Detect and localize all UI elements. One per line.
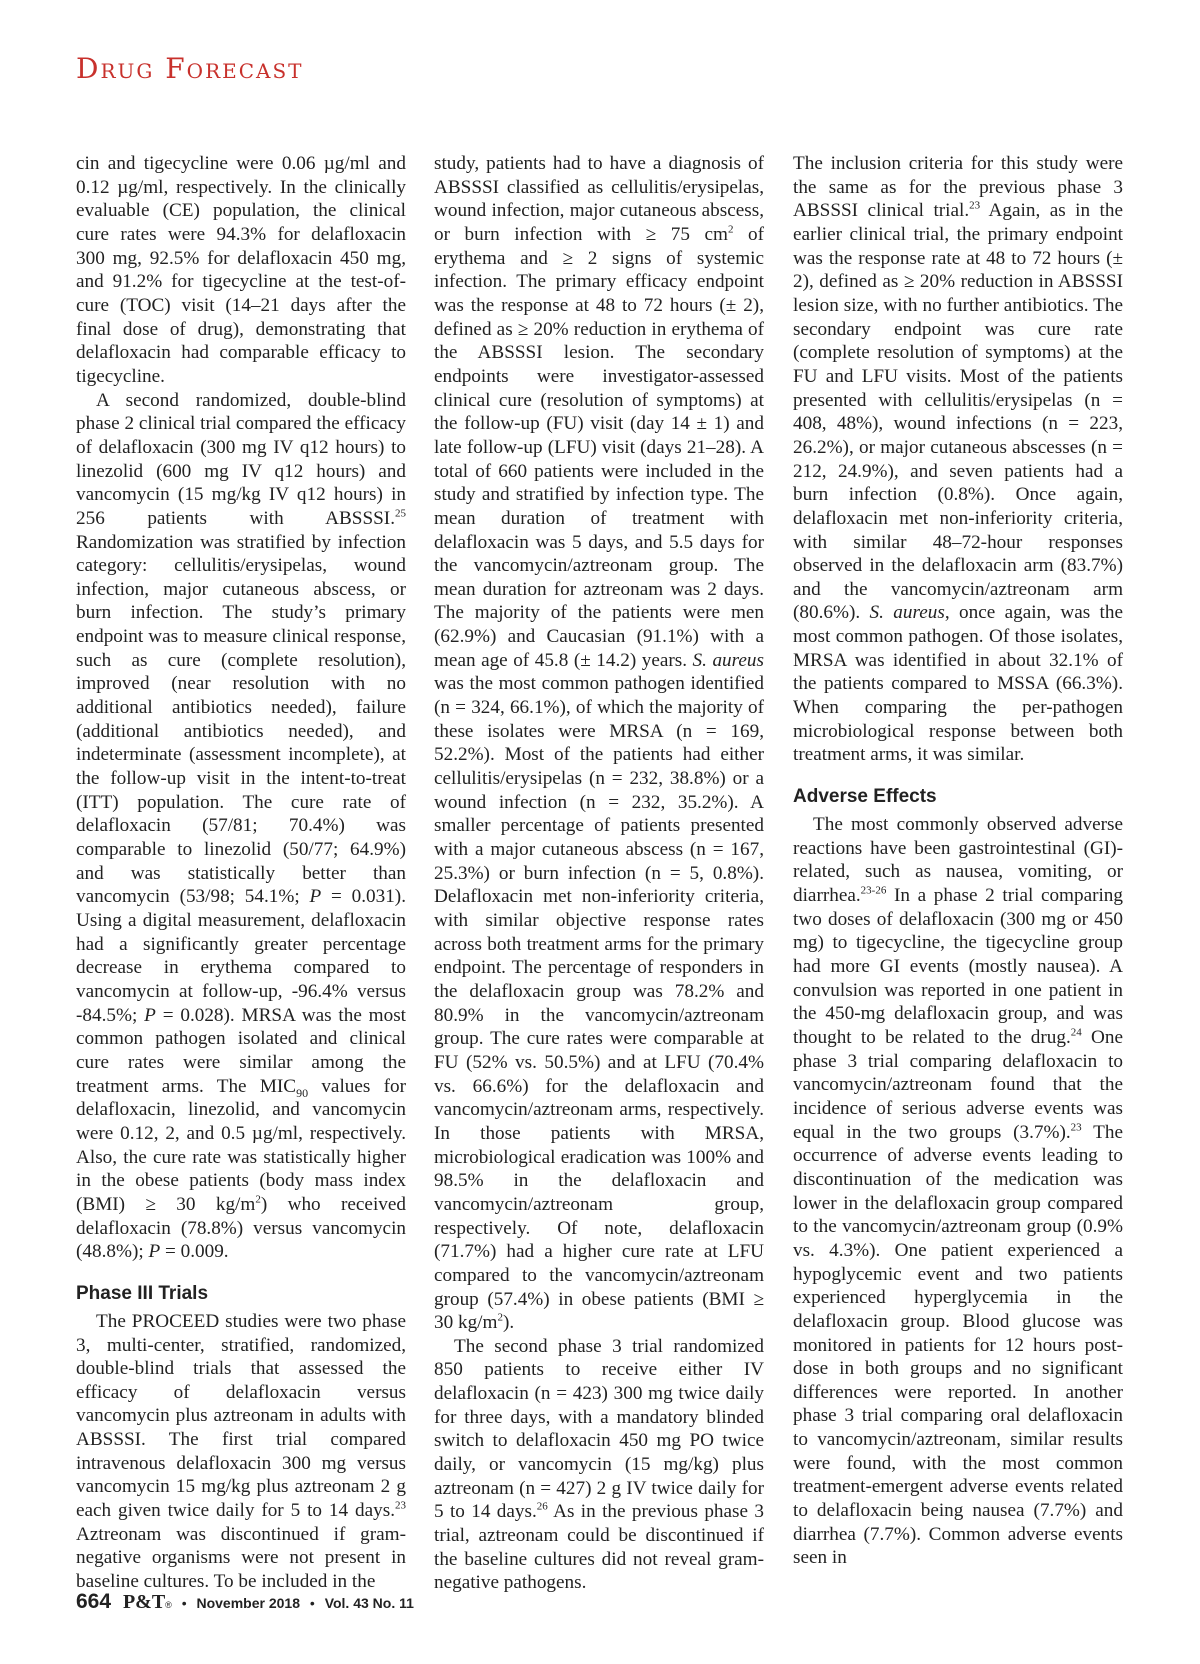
paragraph: The inclusion criteria for this study were the same as for the previous phase 3 ABSSSI clinical trial.$^{23}$ Again, as in the earlier clinical trial, the primary endpoint was the response rate at 48 to 72 hours (± 2), defined as ≥ 20% reduction in ABSSSI lesion size, with no further antibiotics. The secondary endpoint was cure rate (complete resolution of symptoms) at the FU and LFU visits. Most of the patients presented with cellulitis/erysipelas (n = 408, 48%), wound infections (n = 223, 26.2%), or major cutaneous abscesses (n = 212, 24.9%), and seven patients had a burn infection (0.8%). Once again, delafloxacin met non-inferiority criteria, with similar 48–72-hour responses observed in the delafloxacin arm (83.7%) and the vancomycin/aztreonam arm (80.6%). S. aureus, once again, was the most common pathogen. Of those isolates, MRSA was identified in about 32.1% of the patients compared to MSSA (66.3%). When comparing the per-pathogen microbiological response between both treatment arms, it was similar. [793, 153, 1123, 766]
section-heading-phase-iii: Phase III Trials [76, 1282, 209, 1304]
paragraph: A second randomized, double-blind phase 2 clinical trial compared the efficacy of delafloxacin (300 mg IV q12 hours) to linezolid (600 mg IV q12 hours) and vancomycin (15 mg/kg IV q12 hours) in 256 patients with ABSSSI.$^{25}$ Randomization was stratified by infection category: cellulitis/erysipelas, wound infection, major cutaneous abscess, or burn infection. The study’s primary endpoint was to measure clinical response, such as cure (complete resolution), improved (near resolution with no additional antibiotics needed), failure (additional antibiotics needed), and indeterminate (assessment incomplete), at the follow-up visit in the intent-to-treat (ITT) population. The cure rate of delafloxacin (57/81; 70.4%) was comparable to linezolid (50/77; 64.9%) and was statistically better than vancomycin (53/98; 54.1%; P = 0.031). Using a digital measurement, delafloxacin had a significantly greater percentage decrease in erythema compared to vancomycin at follow-up, -96.4% versus -84.5%; P = 0.028). MRSA was the most common pathogen isolated and clinical cure rates were similar among the treatment arms. The $MIC_{90}$ values for delafloxacin, linezolid, and vancomycin were 0.12, 2, and 0.5 µg/ml, respectively. Also, the cure rate was statistically higher in the obese patients (body mass index (BMI) ≥ 30 $kg/m^2$) who received delafloxacin (78.8%) versus vancomycin (48.8%); P = 0.009. [76, 389, 406, 1263]
paragraph: The most commonly observed adverse reactions have been gastrointestinal (GI)-related, such as nausea, vomiting, or diarrhea.$^{23-26}$ In a phase 2 trial comparing two doses of delafloxacin (300 mg or 450 mg) to tigecycline, the tigecycline group had more GI events (mostly nausea). A convulsion was reported in one patient in the 450-mg delafloxacin group, and was thought to be related to the drug.$^{24}$ One phase 3 trial comparing delafloxacin to vancomycin/aztreonam found that the incidence of serious adverse events was equal in the two groups (3.7%).$^{23}$ The occurrence of adverse events leading to discontinuation of the medication was lower in the delafloxacin group compared to the vancomycin/aztreonam group (0.9% vs. 4.3%). One patient experienced a hypoglycemic event and two patients experienced hyperglycemia in the delafloxacin group. Blood glucose was monitored in patients for 12 hours post-dose in both groups and no significant differences were reported. In another phase 3 trial comparing oral delafloxacin to vancomycin/aztreonam, similar results were found, with the most common treatment-emergent adverse events related to delafloxacin being nausea (7.7%) and diarrhea (7.7%). Common adverse events seen in [793, 814, 1123, 1569]
page-footer [76, 1590, 414, 1614]
page-number: 664 [76, 1590, 112, 1613]
column-2 [434, 152, 764, 1595]
separator-dot: • [181, 1595, 187, 1611]
volume-number: Vol. 43 No. 11 [324, 1595, 414, 1611]
separator-dot: • [309, 1595, 315, 1611]
registered-mark: ® [165, 1600, 172, 1610]
column-3 [793, 152, 1123, 1570]
paragraph: The PROCEED studies were two phase 3, multi-center, stratified, randomized, double-blind trials that assessed the efficacy of delafloxacin versus vancomycin plus aztreonam in adults with ABSSSI. The first trial compared intravenous delafloxacin 300 mg versus vancomycin 15 mg/kg plus aztreonam 2 g each given twice daily for 5 to 14 days.$^{23}$ Aztreonam was discontinued if gram-negative organisms were not present in baseline cultures. To be included in the [76, 1310, 406, 1593]
section-heading-adverse-effects: Adverse Effects [793, 786, 937, 808]
journal-name: P&T [122, 1591, 166, 1613]
paragraph: study, patients had to have a diagnosis of ABSSSI classified as cellulitis/erysipelas, wound infection, major cutaneous abscess, or burn infection with ≥ 75 $cm^2$ of erythema and ≥ 2 signs of systemic infection. The primary efficacy endpoint was the response at 48 to 72 hours (± 2), defined as ≥ 20% reduction in erythema of the ABSSSI lesion. The secondary endpoints were investigator-assessed clinical cure (resolution of symptoms) at the follow-up (FU) visit (day 14 ± 1) and late follow-up (LFU) visit (days 21–28). A total of 660 patients were included in the study and stratified by infection type. The mean duration of treatment with delafloxacin was 5 days, and 5.5 days for the vancomycin/aztreonam group. The mean duration for aztreonam was 2 days. The majority of the patients were men (62.9%) and Caucasian (91.1%) with a mean age of 45.8 (± 14.2) years. S. aureus was the most common pathogen identified (n = 324, 66.1%), of which the majority of these isolates were MRSA (n = 169, 52.2%). Most of the patients had either cellulitis/erysipelas (n = 232, 38.8%) or a wound infection (n = 232, 35.2%). A smaller percentage of patients presented with a major cutaneous abscess (n = 167, 25.3%) or burn infection (n = 5, 0.8%). Delafloxacin met non-inferiority criteria, with similar objective response rates across both treatment arms for the primary endpoint. The percentage of responders in the delafloxacin group was 78.2% and 80.9% in the vancomycin/aztreonam group. The cure rates were comparable at FU (52% vs. 50.5%) and at LFU (70.4% vs. 66.6%) for the delafloxacin and vancomycin/aztreonam arms, respectively. In those patients with MRSA, microbiological eradication was 100% and 98.5% in the delafloxacin and vancomycin/aztreonam group, respectively. Of note, delafloxacin (71.7%) had a higher cure rate at LFU compared to the vancomycin/aztreonam group (57.4%) in obese patients (BMI ≥ 30 $kg/m^2$). [434, 153, 765, 1334]
paragraph: The second phase 3 trial randomized 850 patients to receive either IV delafloxacin (n = 423) 300 mg twice daily for three days, with a mandatory blinded switch to delafloxacin 450 mg PO twice daily, or vancomycin (15 mg/kg) plus aztreonam (n = 427) 2 g IV twice daily for 5 to 14 days.$^{26}$ As in the previous phase 3 trial, aztreonam could be discontinued if the baseline cultures did not reveal gram-negative pathogens. [434, 1335, 764, 1594]
paragraph: cin and tigecycline were 0.06 µg/ml and 0.12 µg/ml, respectively. In the clinically evaluable (CE) population, the clinical cure rates were 94.3% for delafloxacin 300 mg, 92.5% for delafloxacin 450 mg, and 91.2% for tigecycline at the test-of-cure (TOC) visit (14–21 days after the final dose of drug), demonstrating that delafloxacin had comparable efficacy to tigecycline. [76, 153, 406, 387]
section-banner: Drug Forecast [76, 52, 304, 85]
column-1 [76, 152, 406, 1594]
issue-date: November 2018 [196, 1595, 300, 1611]
